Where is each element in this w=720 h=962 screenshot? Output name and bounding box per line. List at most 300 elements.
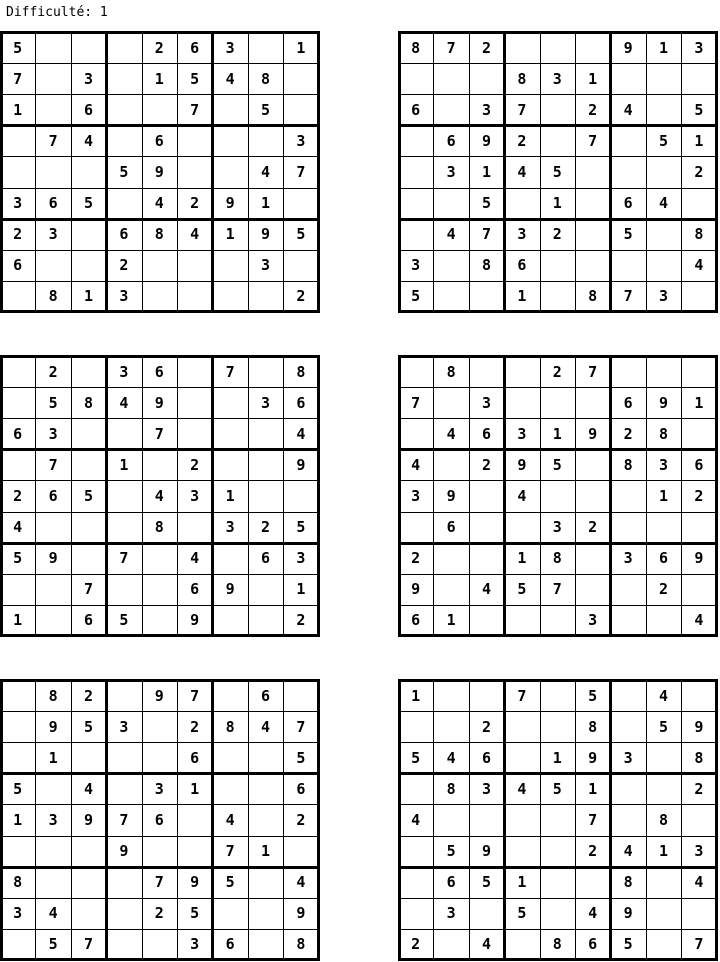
sudoku-cell: 3 [658,287,668,306]
sudoku-cell: 2 [411,935,421,954]
box-border-line [503,356,506,637]
box-border-line [609,680,612,961]
sudoku-cell [469,480,504,511]
box-border-line [503,680,506,961]
sudoku-cell [681,356,716,387]
sudoku-cell: 5 [190,69,200,88]
sudoku-cell: 8 [588,287,598,306]
sudoku-cell: 6 [481,424,491,443]
sudoku-cell: 8 [552,549,562,568]
grid-line [398,188,718,189]
sudoku-cell [0,156,35,187]
sudoku-cell: 2 [190,455,200,474]
sudoku-cell: 2 [481,38,491,57]
sudoku-cell: 3 [517,424,527,443]
sudoku-cell [681,804,716,835]
sudoku-cell: 4 [446,748,456,767]
sudoku-cell [540,898,575,929]
sudoku-cell [433,63,468,94]
sudoku-cell: 7 [588,810,598,829]
sudoku-cell: 1 [658,38,668,57]
sudoku-cell: 7 [48,455,58,474]
box-border-line [398,124,718,127]
sudoku-cell [142,281,177,312]
sudoku-cell [71,418,106,449]
sudoku-cell: 5 [13,779,23,798]
sudoku-cell [504,929,539,960]
sudoku-cell: 5 [83,194,93,213]
sudoku-cell [248,867,283,898]
box-border-line [0,31,320,34]
sudoku-cell [433,387,468,418]
sudoku-cell: 3 [446,904,456,923]
sudoku-grid-2 [398,32,718,314]
sudoku-cell: 5 [48,393,58,412]
sudoku-cell [469,804,504,835]
grid-line [398,804,718,805]
grid-line [398,156,718,157]
sudoku-cell [212,898,247,929]
sudoku-cell [646,867,681,898]
sudoku-cell: 8 [83,393,93,412]
box-border-line [0,310,320,313]
sudoku-cell [433,94,468,125]
sudoku-cell [106,188,141,219]
sudoku-cell: 4 [296,873,306,892]
sudoku-cell [398,773,433,804]
sudoku-cell [433,281,468,312]
sudoku-cell: 4 [190,225,200,244]
sudoku-cell: 9 [411,580,421,599]
sudoku-cell [71,512,106,543]
sudoku-cell [71,356,106,387]
sudoku-cell [248,32,283,63]
sudoku-cell [71,219,106,250]
sudoku-cell [575,543,610,574]
grid-line [177,680,178,961]
sudoku-cell [35,867,70,898]
sudoku-cell: 6 [658,549,668,568]
sudoku-cell [504,356,539,387]
sudoku-cell: 4 [296,424,306,443]
sudoku-cell: 4 [658,194,668,213]
sudoku-cell: 1 [517,287,527,306]
sudoku-cell: 6 [411,611,421,630]
sudoku-cell: 4 [517,779,527,798]
grid-line [398,605,718,606]
sudoku-cell [212,250,247,281]
sudoku-cell: 1 [13,611,23,630]
sudoku-cell [0,387,35,418]
grid-line [0,281,320,282]
sudoku-cell: 1 [517,549,527,568]
grid-line [248,356,249,637]
sudoku-cell: 9 [260,225,270,244]
sudoku-cell: 9 [190,873,200,892]
sudoku-cell: 1 [154,69,164,88]
sudoku-cell: 2 [694,779,704,798]
sudoku-cell: 2 [83,686,93,705]
sudoku-cell: 4 [623,100,633,119]
sudoku-cell [646,742,681,773]
grid-line [0,94,320,95]
sudoku-cell [142,94,177,125]
sudoku-cell: 8 [588,717,598,736]
box-border-line [503,32,506,313]
sudoku-cell [575,449,610,480]
sudoku-cell: 2 [694,162,704,181]
sudoku-cell: 4 [260,162,270,181]
sudoku-cell: 2 [190,717,200,736]
grid-line [575,356,576,637]
grid-line [681,32,682,313]
sudoku-cell: 7 [694,935,704,954]
sudoku-cell: 2 [154,38,164,57]
sudoku-cell: 4 [694,611,704,630]
sudoku-cell [0,574,35,605]
box-border-line [398,679,718,682]
grid-line [0,418,320,419]
sudoku-cell: 6 [481,748,491,767]
grid-line [575,32,576,313]
box-border-line [398,310,718,313]
sudoku-cell [106,418,141,449]
sudoku-cell: 2 [552,362,562,381]
grid-line [142,680,143,961]
sudoku-cell: 9 [658,393,668,412]
sudoku-cell [106,94,141,125]
sudoku-cell: 7 [517,686,527,705]
sudoku-cell: 1 [13,100,23,119]
sudoku-grid-3 [0,356,320,638]
sudoku-cell [142,574,177,605]
box-border-line [0,542,320,545]
sudoku-cell [646,512,681,543]
sudoku-cell [248,773,283,804]
sudoku-cell [540,125,575,156]
sudoku-cell: 6 [154,810,164,829]
sudoku-cell [71,742,106,773]
grid-line [35,356,36,637]
sudoku-cell: 6 [446,131,456,150]
sudoku-cell [106,898,141,929]
sudoku-cell: 3 [481,779,491,798]
sudoku-cell [248,281,283,312]
sudoku-cell: 5 [588,686,598,705]
sudoku-cell [469,63,504,94]
sudoku-cell [71,543,106,574]
sudoku-cell [142,605,177,636]
sudoku-cell [35,94,70,125]
grid-line [0,250,320,251]
sudoku-cell [0,836,35,867]
sudoku-cell [142,449,177,480]
sudoku-cell [0,742,35,773]
sudoku-cell: 1 [260,842,270,861]
sudoku-cell: 2 [588,518,598,537]
sudoku-cell [646,250,681,281]
sudoku-cell [248,480,283,511]
sudoku-cell: 2 [296,287,306,306]
sudoku-cell: 5 [623,225,633,244]
sudoku-cell [504,836,539,867]
sudoku-cell [504,188,539,219]
sudoku-cell: 6 [517,256,527,275]
sudoku-cell [35,156,70,187]
sudoku-cell [212,418,247,449]
sudoku-cell [106,63,141,94]
sudoku-cell: 8 [694,748,704,767]
sudoku-cell: 1 [658,842,668,861]
sudoku-cell [610,480,645,511]
sudoku-cell: 3 [411,256,421,275]
sudoku-cell: 4 [83,779,93,798]
grid-line [0,836,320,837]
grid-line [177,356,178,637]
sudoku-cell: 8 [296,362,306,381]
box-border-line [105,680,108,961]
sudoku-cell [71,836,106,867]
sudoku-cell: 6 [154,131,164,150]
sudoku-cell [283,836,318,867]
sudoku-cell [106,680,141,711]
sudoku-cell: 6 [260,686,270,705]
sudoku-cell: 2 [13,225,23,244]
box-border-line [398,448,718,451]
sudoku-cell: 5 [411,748,421,767]
sudoku-cell: 5 [190,904,200,923]
sudoku-cell: 9 [481,842,491,861]
grid-line [142,356,143,637]
sudoku-cell: 3 [119,287,129,306]
sudoku-cell [398,219,433,250]
sudoku-cell: 1 [296,580,306,599]
sudoku-cell: 3 [552,69,562,88]
sudoku-cell: 4 [411,810,421,829]
grid-line [433,32,434,313]
box-border-line [715,32,718,313]
sudoku-cell: 2 [13,486,23,505]
box-border-line [609,32,612,313]
sudoku-cell: 5 [83,717,93,736]
sudoku-cell: 4 [225,69,235,88]
grid-line [0,711,320,712]
sudoku-cell [71,449,106,480]
box-border-line [105,32,108,313]
box-border-line [398,634,718,637]
sudoku-cell: 7 [48,131,58,150]
sudoku-cell: 9 [623,38,633,57]
sudoku-cell [0,680,35,711]
sudoku-cell [142,711,177,742]
sudoku-cell [248,449,283,480]
sudoku-cell [575,574,610,605]
sudoku-cell [0,125,35,156]
sudoku-cell [469,680,504,711]
sudoku-cell [71,250,106,281]
sudoku-cell [646,356,681,387]
sudoku-cell [283,188,318,219]
sudoku-cell: 5 [260,100,270,119]
sudoku-cell [212,125,247,156]
grid-line [0,898,320,899]
sudoku-cell [433,449,468,480]
box-border-line [211,32,214,313]
grid-line [540,32,541,313]
sudoku-cell [540,250,575,281]
sudoku-cell: 5 [481,194,491,213]
sudoku-cell: 8 [658,810,668,829]
sudoku-cell [106,742,141,773]
grid-line [540,680,541,961]
grid-line [398,512,718,513]
sudoku-cell: 1 [225,225,235,244]
sudoku-cell: 6 [48,486,58,505]
sudoku-cell: 6 [446,873,456,892]
sudoku-cell: 8 [623,873,633,892]
grid-line [540,356,541,637]
sudoku-cell: 7 [190,100,200,119]
sudoku-cell [433,680,468,711]
sudoku-cell [433,804,468,835]
grid-line [35,32,36,313]
sudoku-cell: 4 [190,549,200,568]
grid-line [0,387,320,388]
sudoku-cell [0,281,35,312]
sudoku-cell: 7 [481,225,491,244]
sudoku-cell: 9 [446,486,456,505]
grid-line [283,356,284,637]
sudoku-cell [469,512,504,543]
sudoku-cell: 3 [48,424,58,443]
sudoku-cell [646,929,681,960]
sudoku-cell [433,250,468,281]
sudoku-cell [106,929,141,960]
grid-line [248,32,249,313]
sudoku-cell: 7 [119,549,129,568]
sudoku-cell: 3 [83,69,93,88]
sudoku-cell: 4 [694,873,704,892]
grid-line [469,356,470,637]
sudoku-cell [142,836,177,867]
sudoku-cell [212,387,247,418]
sudoku-cell: 3 [13,904,23,923]
sudoku-cell: 4 [658,686,668,705]
sudoku-grid-1 [0,32,320,314]
sudoku-cell: 3 [225,38,235,57]
sudoku-cell [177,356,212,387]
box-border-line [0,218,320,221]
sudoku-cell: 1 [48,748,58,767]
sudoku-cell: 5 [296,748,306,767]
sudoku-cell [575,480,610,511]
sudoku-cell: 4 [694,256,704,275]
sudoku-cell [142,250,177,281]
box-border-line [105,356,108,637]
sudoku-cell: 7 [517,100,527,119]
sudoku-cell [610,773,645,804]
sudoku-cell [433,574,468,605]
grid-line [469,32,470,313]
sudoku-cell: 3 [190,486,200,505]
sudoku-cell [177,250,212,281]
sudoku-cell: 3 [154,779,164,798]
sudoku-cell: 2 [588,100,598,119]
sudoku-cell [177,387,212,418]
sudoku-cell [540,32,575,63]
sudoku-cell [35,32,70,63]
sudoku-cell: 2 [411,549,421,568]
sudoku-cell [610,250,645,281]
sudoku-cell [177,512,212,543]
sudoku-cell [398,156,433,187]
sudoku-cell: 9 [154,393,164,412]
grid-line [398,250,718,251]
sudoku-cell: 8 [48,287,58,306]
grid-line [398,418,718,419]
grid-line [0,742,320,743]
sudoku-cell: 9 [48,717,58,736]
grid-line [35,680,36,961]
sudoku-cell: 2 [48,362,58,381]
sudoku-cell: 4 [623,842,633,861]
sudoku-cell: 3 [119,717,129,736]
box-border-line [0,356,3,637]
sudoku-cell: 1 [694,131,704,150]
sudoku-cell: 6 [623,393,633,412]
sudoku-cell [540,387,575,418]
sudoku-cell: 1 [411,686,421,705]
grid-line [398,898,718,899]
sudoku-cell [398,63,433,94]
sudoku-grid-4 [398,356,718,638]
box-border-line [398,355,718,358]
sudoku-cell: 2 [154,904,164,923]
sudoku-cell [398,711,433,742]
sudoku-cell [212,156,247,187]
sudoku-cell: 7 [446,38,456,57]
difficulty-header [6,5,108,21]
sudoku-cell: 6 [694,455,704,474]
sudoku-cell: 1 [296,38,306,57]
sudoku-cell: 9 [588,424,598,443]
sudoku-cell: 2 [119,256,129,275]
sudoku-cell: 9 [694,717,704,736]
sudoku-cell: 7 [119,810,129,829]
sudoku-cell: 6 [190,748,200,767]
box-border-line [398,31,718,34]
sudoku-cell: 6 [119,225,129,244]
sudoku-cell: 9 [296,455,306,474]
sudoku-cell: 4 [446,225,456,244]
sudoku-cell: 8 [658,424,668,443]
sudoku-cell [575,250,610,281]
box-border-line [0,448,320,451]
sudoku-cell: 6 [260,549,270,568]
sudoku-cell: 1 [552,424,562,443]
sudoku-cell: 3 [481,100,491,119]
sudoku-cell: 7 [225,362,235,381]
sudoku-cell: 6 [83,611,93,630]
sudoku-cell: 3 [260,256,270,275]
sudoku-cell [398,418,433,449]
sudoku-cell: 5 [517,904,527,923]
sudoku-cell: 5 [623,935,633,954]
sudoku-cell: 9 [154,686,164,705]
sudoku-cell [433,543,468,574]
sudoku-cell [469,543,504,574]
sudoku-cell [71,156,106,187]
